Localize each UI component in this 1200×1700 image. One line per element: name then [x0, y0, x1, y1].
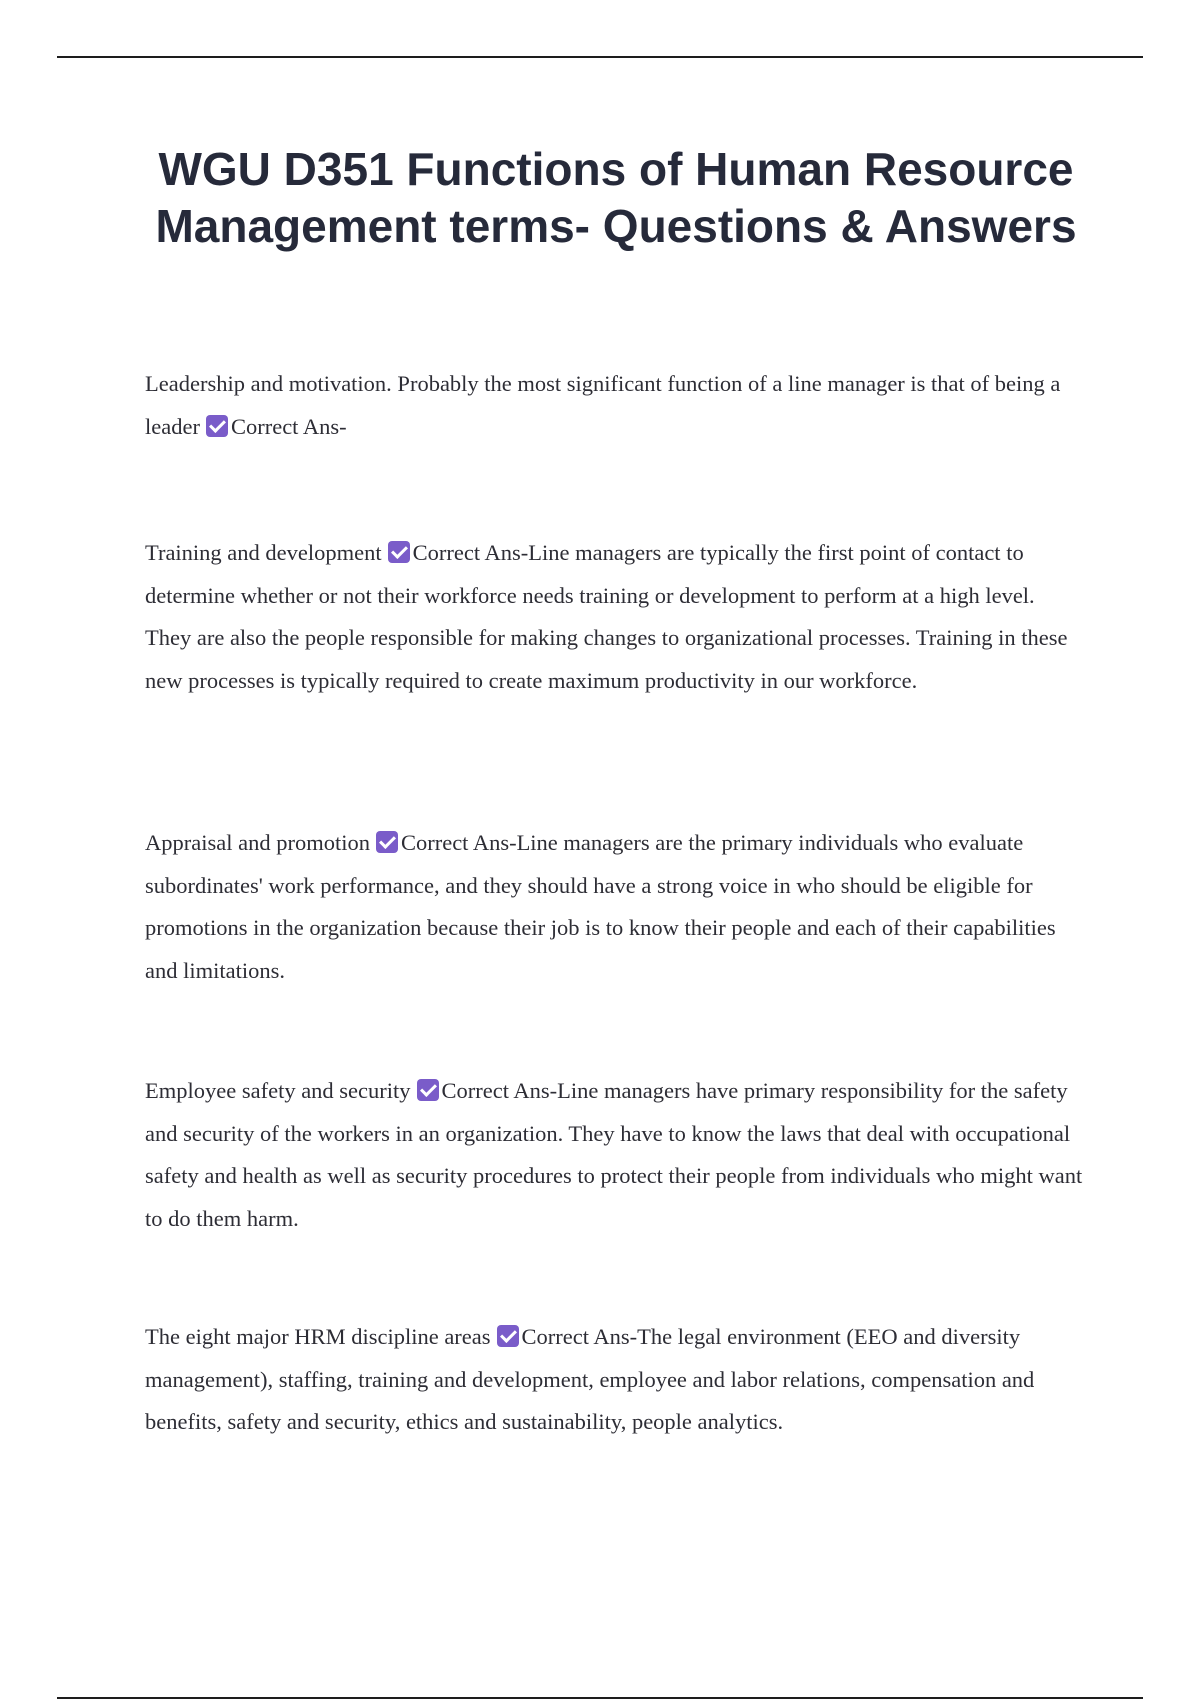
answer-text: Correct Ans-	[230, 413, 347, 439]
page-title: WGU D351 Functions of Human Resource Management terms- Questions & Answers	[155, 143, 1077, 252]
check-box-icon	[497, 1325, 519, 1347]
check-box-icon	[417, 1079, 439, 1101]
question-text: Leadership and motivation. Probably the most significant function of a line manager is that of being a leader	[145, 371, 1061, 439]
question-text: The eight major HRM discipline areas	[145, 1324, 491, 1349]
answer-text: Correct Ans-Line managers are the primary individuals who evaluate subordinates' work performance, and they should have a strong voice in who should be eligible for promotions in the organization because their job is to know their people and each of their capabilities and limitations.	[145, 830, 1056, 983]
check-box-icon	[388, 541, 410, 563]
qa-item	[145, 822, 1085, 992]
question-text: Employee safety and security	[145, 1078, 411, 1103]
question-text: Appraisal and promotion	[145, 830, 370, 855]
question-text: Training and development	[145, 540, 382, 565]
bottom-rule	[57, 1697, 1143, 1699]
answer-text: Correct Ans-Line managers are typically the first point of contact to determine whether or not their workforce needs training or development to perform at a high level. They are also the people responsible for making changes to organizational processes. Training in these new processes is typically required to create maximum productivity in our workforce.	[145, 540, 1068, 693]
answer-text: Correct Ans-The legal environment (EEO and diversity management), staffing, training and development, employee and labor relations, compensation and benefits, safety and security, ethics and sustainability, people analytics.	[145, 1324, 1035, 1434]
qa-item	[145, 532, 1085, 702]
check-box-icon	[376, 831, 398, 853]
check-box-icon	[206, 415, 228, 437]
qa-item	[145, 1316, 1085, 1444]
qa-item	[145, 1070, 1085, 1240]
answer-text: Correct Ans-Line managers have primary responsibility for the safety and security of the workers in an organization. They have to know the laws that deal with occupational safety and health as well as security procedures to protect their people from individuals who might want to do them harm.	[145, 1078, 1083, 1231]
top-rule	[57, 56, 1143, 58]
qa-item	[145, 363, 1085, 448]
